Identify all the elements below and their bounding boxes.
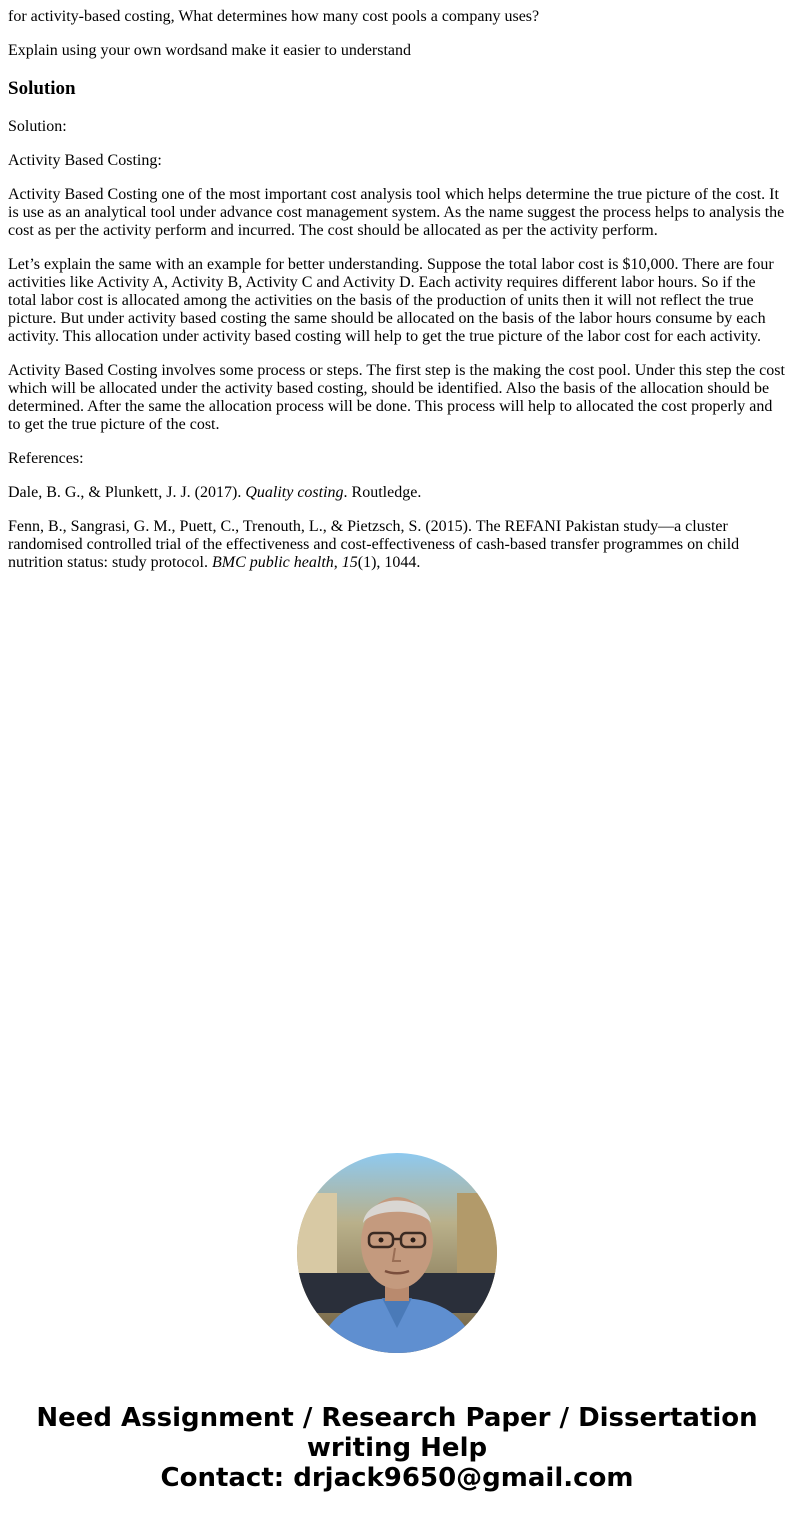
reference-item — [8, 518, 786, 572]
footer-banner — [0, 1403, 794, 1493]
reference-separator: , — [333, 554, 342, 571]
references-label: References: — [8, 450, 84, 467]
document-body — [8, 0, 786, 588]
reference-volume: 15 — [341, 554, 358, 571]
question-instruction: Explain using your own wordsand make it easier to understand — [8, 42, 412, 59]
reference-pages: (1), 1044. — [357, 554, 421, 571]
reference-journal: BMC public health — [212, 554, 334, 571]
question-text: for activity-based costing, What determines how many cost pools a company uses? — [8, 8, 540, 25]
solution-paragraph-1: Activity Based Costing one of the most important cost analysis tool which helps determine the true picture of the cost. It is use as an analytical tool under advance cost management system. As the name suggest the process helps to analysis the cost as per the activity perform and incurred. The cost should be allocated as per the activity perform. — [8, 186, 785, 239]
solution-paragraph-2: Let’s explain the same with an example for better understanding. Suppose the total labor cost is $10,000. There are four activities like Activity A, Activity B, Activity C and Activity D. Each activity requires different labor hours. So if the total labor cost is allocated among the activities on the basis of the production of units then it will not reflect the true picture. But under activity based costing the same should be allocated on the basis of the labor hours consume by each activity. This allocation under activity based costing will help to get the true picture of the labor cost for each activity. — [8, 256, 774, 345]
solution-subheading: Activity Based Costing: — [8, 152, 162, 169]
footer-line-2: writing Help — [306, 1433, 488, 1463]
footer-line-1: Need Assignment / Research Paper / Dissertation — [36, 1403, 758, 1433]
reference-title: Quality costing — [245, 484, 344, 501]
reference-item — [8, 484, 786, 502]
solution-paragraph-3: Activity Based Costing involves some process or steps. The first step is the making the cost pool. Under this step the cost which will be allocated under the activity based costing, should be identified. Also the basis of the allocation should be determined. After the same the allocation process will be done. This process will help to allocated the cost properly and to get the true picture of the cost. — [8, 362, 785, 433]
solution-heading: Solution — [8, 78, 76, 99]
avatar-portrait-icon — [297, 1153, 497, 1353]
reference-publisher: . Routledge. — [343, 484, 422, 501]
reference-authors: Fenn, B., Sangrasi, G. M., Puett, C., Trenouth, L., & Pietzsch, S. (2015). The REFANI Pakistan study—a cluster randomised controlled trial of the effectiveness and cost-effectiveness of cash-based transfer programmes on child nutrition status: study protocol. — [8, 518, 740, 571]
solution-label: Solution: — [8, 118, 67, 135]
reference-authors: Dale, B. G., & Plunkett, J. J. (2017). — [8, 484, 246, 501]
footer-contact: Contact: drjack9650@gmail.com — [160, 1463, 634, 1493]
avatar — [297, 1153, 497, 1353]
